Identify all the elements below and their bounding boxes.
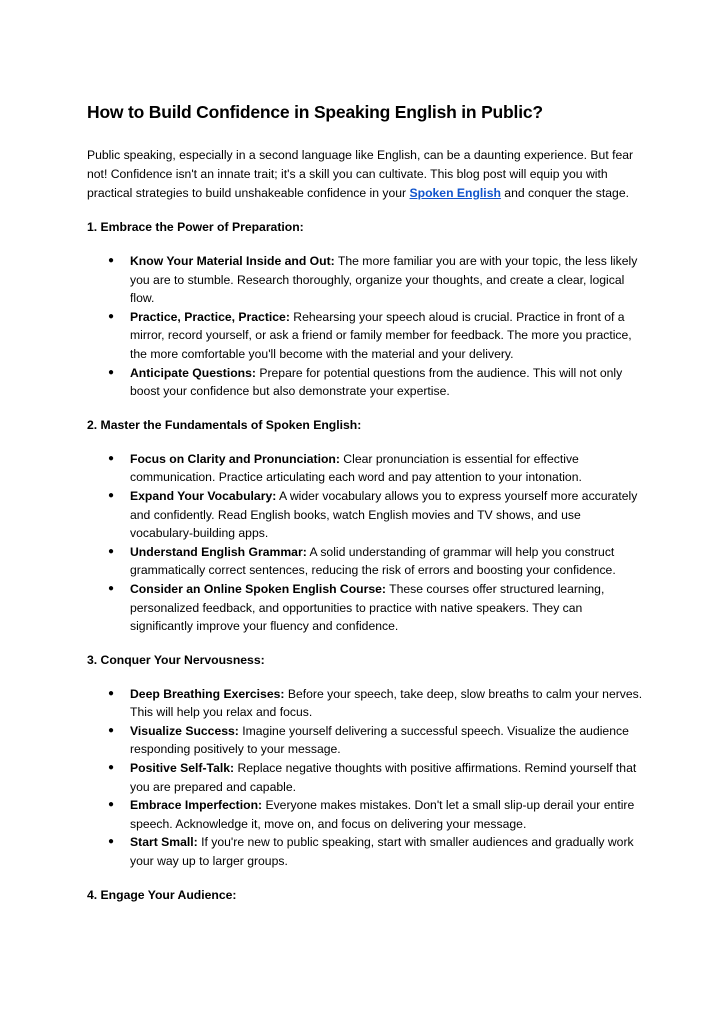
bullet-icon: ● <box>108 762 115 774</box>
bullet-icon: ● <box>108 687 115 699</box>
list-item-label: Start Small: <box>130 835 198 850</box>
list-item-label: Know Your Material Inside and Out: <box>130 254 335 268</box>
list-item-text: Rehearsing your speech aloud is crucial. Practice in front of a mirror, record yourself, or ask a friend or family member for feedback. The more you practice, the more comfortable you'll become with the material and your delivery. <box>130 309 632 361</box>
bullet-list <box>87 685 647 871</box>
list-item-label: Anticipate Questions: <box>130 365 256 380</box>
list-item <box>87 543 647 580</box>
intro-text-before-link: Public speaking, especially in a second language like English, can be a daunting experience. But fear not! Confidence isn't an innate trait; it's a skill you can cultivate. This blog post will equip you with practical strategies to build unshakeable confidence in your <box>87 148 634 200</box>
list-item-text: A solid understanding of grammar will help you construct grammatically correct sentences, reducing the risk of errors and boosting your confidence. <box>130 544 616 578</box>
bullet-icon: ● <box>108 836 115 848</box>
list-item <box>87 722 647 759</box>
section-heading: 2. Master the Fundamentals of Spoken English: <box>87 417 362 432</box>
intro-text-after-link: and conquer the stage. <box>500 186 629 200</box>
list-item-label: Visualize Success: <box>130 723 239 738</box>
list-item-text: These courses offer structured learning, personalized feedback, and opportunities to practice with native speakers. They can significantly improve your fluency and confidence. <box>130 581 605 634</box>
list-item <box>87 487 647 543</box>
section-heading: 4. Engage Your Audience: <box>87 887 237 902</box>
list-item <box>87 833 647 870</box>
list-item-label: Consider an Online Spoken English Course: <box>130 581 386 596</box>
list-item-text: Before your speech, take deep, slow breaths to calm your nerves. This will help you relax and focus. <box>130 686 643 720</box>
bullet-icon: ● <box>108 452 115 464</box>
list-item <box>87 796 647 833</box>
list-item <box>87 685 647 722</box>
list-item-text: A wider vocabulary allows you to express yourself more accurately and confidently. Read English books, watch English movies and TV shows, and use vocabulary-building apps. <box>130 488 638 541</box>
list-item <box>87 364 647 401</box>
list-item <box>87 252 647 308</box>
list-item-text: Clear pronunciation is essential for effective communication. Practice articulating each word and pay attention to your intonation. <box>130 451 582 485</box>
list-item-label: Embrace Imperfection: <box>130 798 263 813</box>
list-item-label: Understand English Grammar: <box>130 544 307 559</box>
list-item <box>87 450 647 487</box>
bullet-icon: ● <box>108 724 115 736</box>
bullet-icon: ● <box>108 310 115 322</box>
bullet-icon: ● <box>108 366 115 378</box>
list-item <box>87 759 647 796</box>
list-item-text: Imagine yourself delivering a successful speech. Visualize the audience responding positively to your message. <box>130 723 629 757</box>
list-item <box>87 308 647 364</box>
sections-container <box>87 218 647 905</box>
spoken-english-link[interactable]: Spoken English <box>409 186 501 200</box>
bullet-list <box>87 450 647 636</box>
list-item-label: Practice, Practice, Practice: <box>130 309 290 324</box>
article-title: How to Build Confidence in Speaking English in Public? <box>87 102 543 122</box>
bullet-icon: ● <box>108 799 115 811</box>
bullet-icon: ● <box>108 489 115 501</box>
bullet-list <box>87 252 647 401</box>
bullet-icon: ● <box>108 255 115 266</box>
section-heading: 3. Conquer Your Nervousness: <box>87 652 265 667</box>
list-item-text: If you're new to public speaking, start with smaller audiences and gradually work your way up to larger groups. <box>130 835 634 869</box>
list-item-label: Focus on Clarity and Pronunciation: <box>130 451 340 466</box>
article-body <box>87 100 647 905</box>
intro-paragraph <box>87 146 647 203</box>
list-item-text: Everyone makes mistakes. Don't let a small slip-up derail your entire speech. Acknowledge it, move on, and focus on delivering your message. <box>130 798 635 831</box>
section-heading: 1. Embrace the Power of Preparation: <box>87 220 304 234</box>
list-item <box>87 580 647 636</box>
bullet-icon: ● <box>108 582 115 594</box>
list-item-text: Prepare for potential questions from the audience. This will not only boost your confidence but also demonstrate your expertise. <box>130 365 623 399</box>
list-item-text: The more familiar you are with your topic, the less likely you are to stumble. Research thoroughly, organize your thoughts, and create a clear, logical flow. <box>130 254 638 306</box>
list-item-label: Expand Your Vocabulary: <box>130 488 277 503</box>
list-item-text: Replace negative thoughts with positive affirmations. Remind yourself that you are prepared and capable. <box>130 761 637 794</box>
bullet-icon: ● <box>108 545 115 557</box>
list-item-label: Positive Self-Talk: <box>130 761 235 776</box>
list-item-label: Deep Breathing Exercises: <box>130 686 285 701</box>
